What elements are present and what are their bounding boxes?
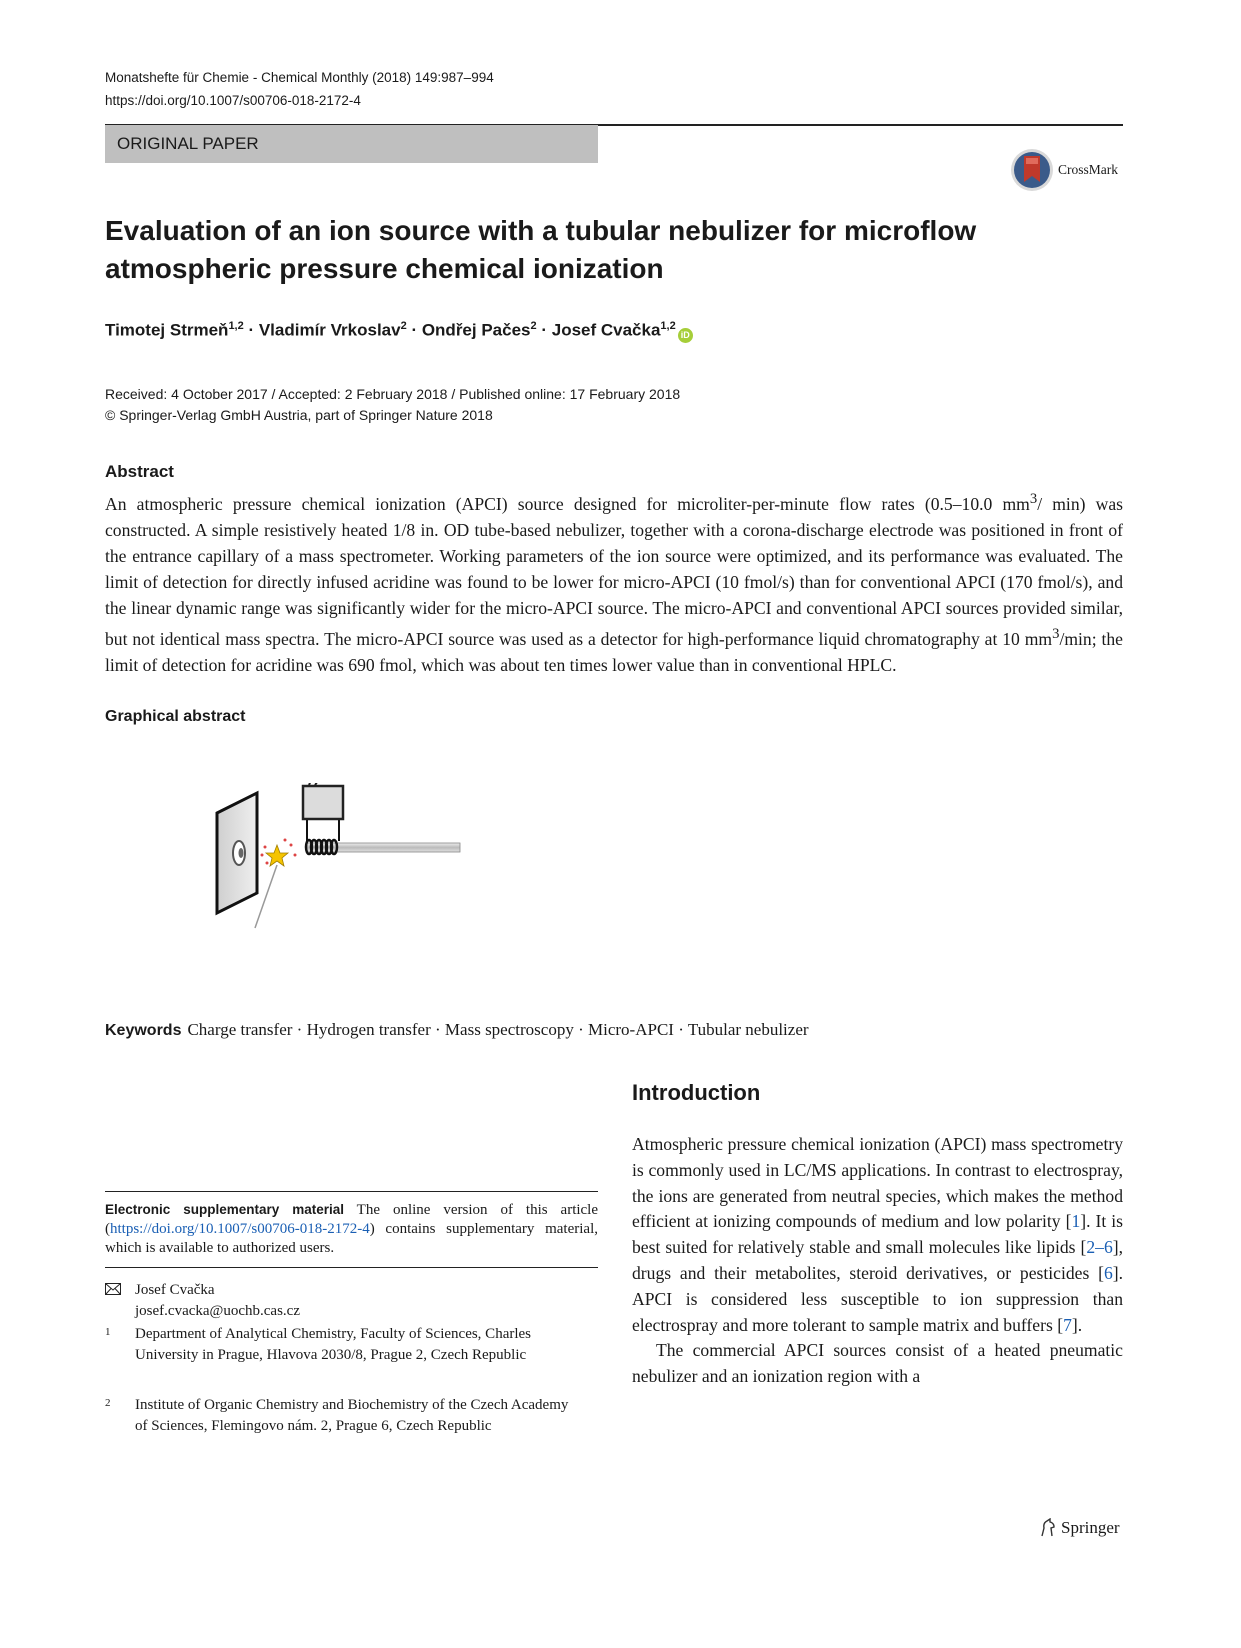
abstract-text: An atmospheric pressure chemical ionization (APCI) source designed for microliter-per-minute flow rates (0.5–10.0 $mm^3/$ min) was constructed. A simple resistively heated 1/8 in. OD tube-based nebulizer, together with a corona-discharge electrode was positioned in front of the entrance capillary of a mass spectrometer. Working parameters of the ion source were optimized, and its performance was evaluated. The limit of detection for directly infused acridine was found to be lower for micro-APCI (10 fmol/s) than for conventional APCI (170 fmol/s), and the linear dynamic range was significantly wider for the micro-APCI source. The micro-APCI and conventional APCI sources provided similar, but not identical mass spectra. The micro-APCI source was used as a detector for high-performance liquid chromatography at 10 $mm^3/\min$; the limit of detection for acridine was 690 fmol, which was about ten times lower value than in conventional HPLC.	[105, 491, 1123, 675]
citation-link[interactable]: 7	[1063, 1314, 1072, 1335]
author-affiliation-mark: 1,2	[228, 320, 244, 332]
citation-link[interactable]: 1	[1071, 1211, 1081, 1232]
author-affiliation-mark: 2	[400, 320, 407, 332]
envelope-icon	[105, 1283, 121, 1295]
esm-link[interactable]: https://doi.org/10.1007/s00706-018-2172-4	[110, 1221, 370, 1237]
section-type-label: ORIGINAL PAPER	[105, 125, 598, 163]
keyword-separator: ·	[430, 1020, 445, 1039]
ms-inlet-plate	[217, 793, 257, 913]
author-separator: ·	[243, 320, 259, 340]
author-name[interactable]: Timotej Strmeň	[105, 320, 229, 340]
esm-label: Electronic supplementary material	[105, 1202, 344, 1217]
doi-link[interactable]: https://doi.org/10.1007/s00706-018-2172-4	[105, 93, 361, 108]
paper-title: Evaluation of an ion source with a tubular nebulizer for microflow atmospheric pressure chemical ionization	[105, 215, 977, 284]
author-separator: ·	[536, 320, 552, 340]
intro-paragraph: Atmospheric pressure chemical ionization (APCI) mass spectrometry is commonly used in LC/MS applications. In contrast to electrospray, the ions are generated from neutral species, which makes the method efficient at ionizing compounds of medium and low polarity [1]. It is best suited for relatively stable and small molecules like lipids [2–6], drugs and their metabolites, steroid derivatives, or pesticides [6]. APCI is considered less susceptible to ion suppression than electrospray and more tolerant to sample matrix and buffers [7].	[632, 1134, 1123, 1335]
affiliation-number: 1	[105, 1326, 111, 1338]
footnote-rule	[105, 1191, 598, 1192]
keyword-list	[187, 1020, 808, 1039]
heater-coil	[306, 840, 337, 854]
keyword: Tubular nebulizer	[687, 1020, 809, 1039]
keywords-label: Keywords	[105, 1022, 182, 1039]
crossmark-badge[interactable]	[1010, 147, 1118, 193]
affiliation-text: Department of Analytical Chemistry, Faculty of Sciences, Charles University in Prague, Hlavova 2030/8, Prague 2, Czech Republic	[135, 1326, 532, 1363]
corresponding-author	[105, 1280, 300, 1322]
history-dates: Received: 4 October 2017 / Accepted: 2 February 2018 / Published online: 17 February 2018	[105, 386, 681, 402]
keyword-separator: ·	[292, 1020, 307, 1039]
introduction-heading: Introduction	[632, 1080, 761, 1105]
esm-footnote: Electronic supplementary material The online version of this article (https://doi.org/10.1007/s00706-018-2172-4) contains supplementary material, which is available to authorized users.	[105, 1202, 599, 1256]
crossmark-label: CrossMark	[1058, 162, 1118, 177]
author-affiliation-mark: 1,2	[660, 320, 676, 332]
affiliation-text: Institute of Organic Chemistry and Biochemistry of the Czech Academy of Sciences, Flemingovo nám. 2, Prague 6, Czech Republic	[135, 1397, 569, 1434]
affiliation-number: 2	[105, 1397, 111, 1409]
author-name[interactable]: Vladimír Vrkoslav	[258, 320, 401, 340]
journal-citation: Monatshefte für Chemie - Chemical Monthly (2018) 149:987–994	[105, 70, 494, 85]
keyword: Mass spectroscopy	[444, 1020, 574, 1039]
author-list	[105, 320, 693, 343]
intro-paragraph: The commercial APCI sources consist of a heated pneumatic nebulizer and an ionization region with a	[632, 1340, 1123, 1387]
graphical-abstract-figure	[215, 783, 485, 953]
citation-link[interactable]: 6	[1103, 1262, 1113, 1283]
author-name[interactable]: Ondřej Pačes	[421, 320, 531, 340]
corona-spark	[261, 839, 297, 867]
keyword-separator: ·	[673, 1020, 688, 1039]
author-affiliation-mark: 2	[530, 320, 537, 332]
crossmark-icon	[1010, 148, 1054, 192]
keyword: Charge transfer	[187, 1020, 293, 1039]
author-separator: ·	[406, 320, 422, 340]
publication-dates	[105, 384, 680, 426]
publisher-logo	[1038, 1518, 1120, 1538]
orcid-icon[interactable]: iD	[678, 328, 693, 343]
graphical-abstract-heading: Graphical abstract	[105, 708, 246, 725]
journal-header	[105, 66, 494, 112]
corresponding-email[interactable]: josef.cvacka@uochb.cas.cz	[135, 1303, 300, 1319]
keyword-separator: ·	[573, 1020, 588, 1039]
footnote-rule	[105, 1267, 598, 1268]
citation-link[interactable]: 2–6	[1086, 1237, 1113, 1258]
heater-block	[303, 783, 357, 841]
keyword: Hydrogen transfer	[306, 1020, 431, 1039]
copyright: © Springer-Verlag GmbH Austria, part of Springer Nature 2018	[105, 407, 493, 423]
introduction-text	[632, 1132, 1123, 1390]
corresponding-name: Josef Cvačka	[135, 1282, 215, 1298]
springer-horse-icon	[1038, 1518, 1058, 1538]
abstract-heading: Abstract	[105, 462, 174, 481]
affiliation-1	[105, 1324, 575, 1366]
keywords-line	[105, 1020, 809, 1040]
author-name[interactable]: Josef Cvačka	[551, 320, 661, 340]
keyword: Micro-APCI	[588, 1020, 674, 1039]
publisher-name: Springer	[1061, 1518, 1120, 1537]
affiliation-2	[105, 1395, 575, 1437]
